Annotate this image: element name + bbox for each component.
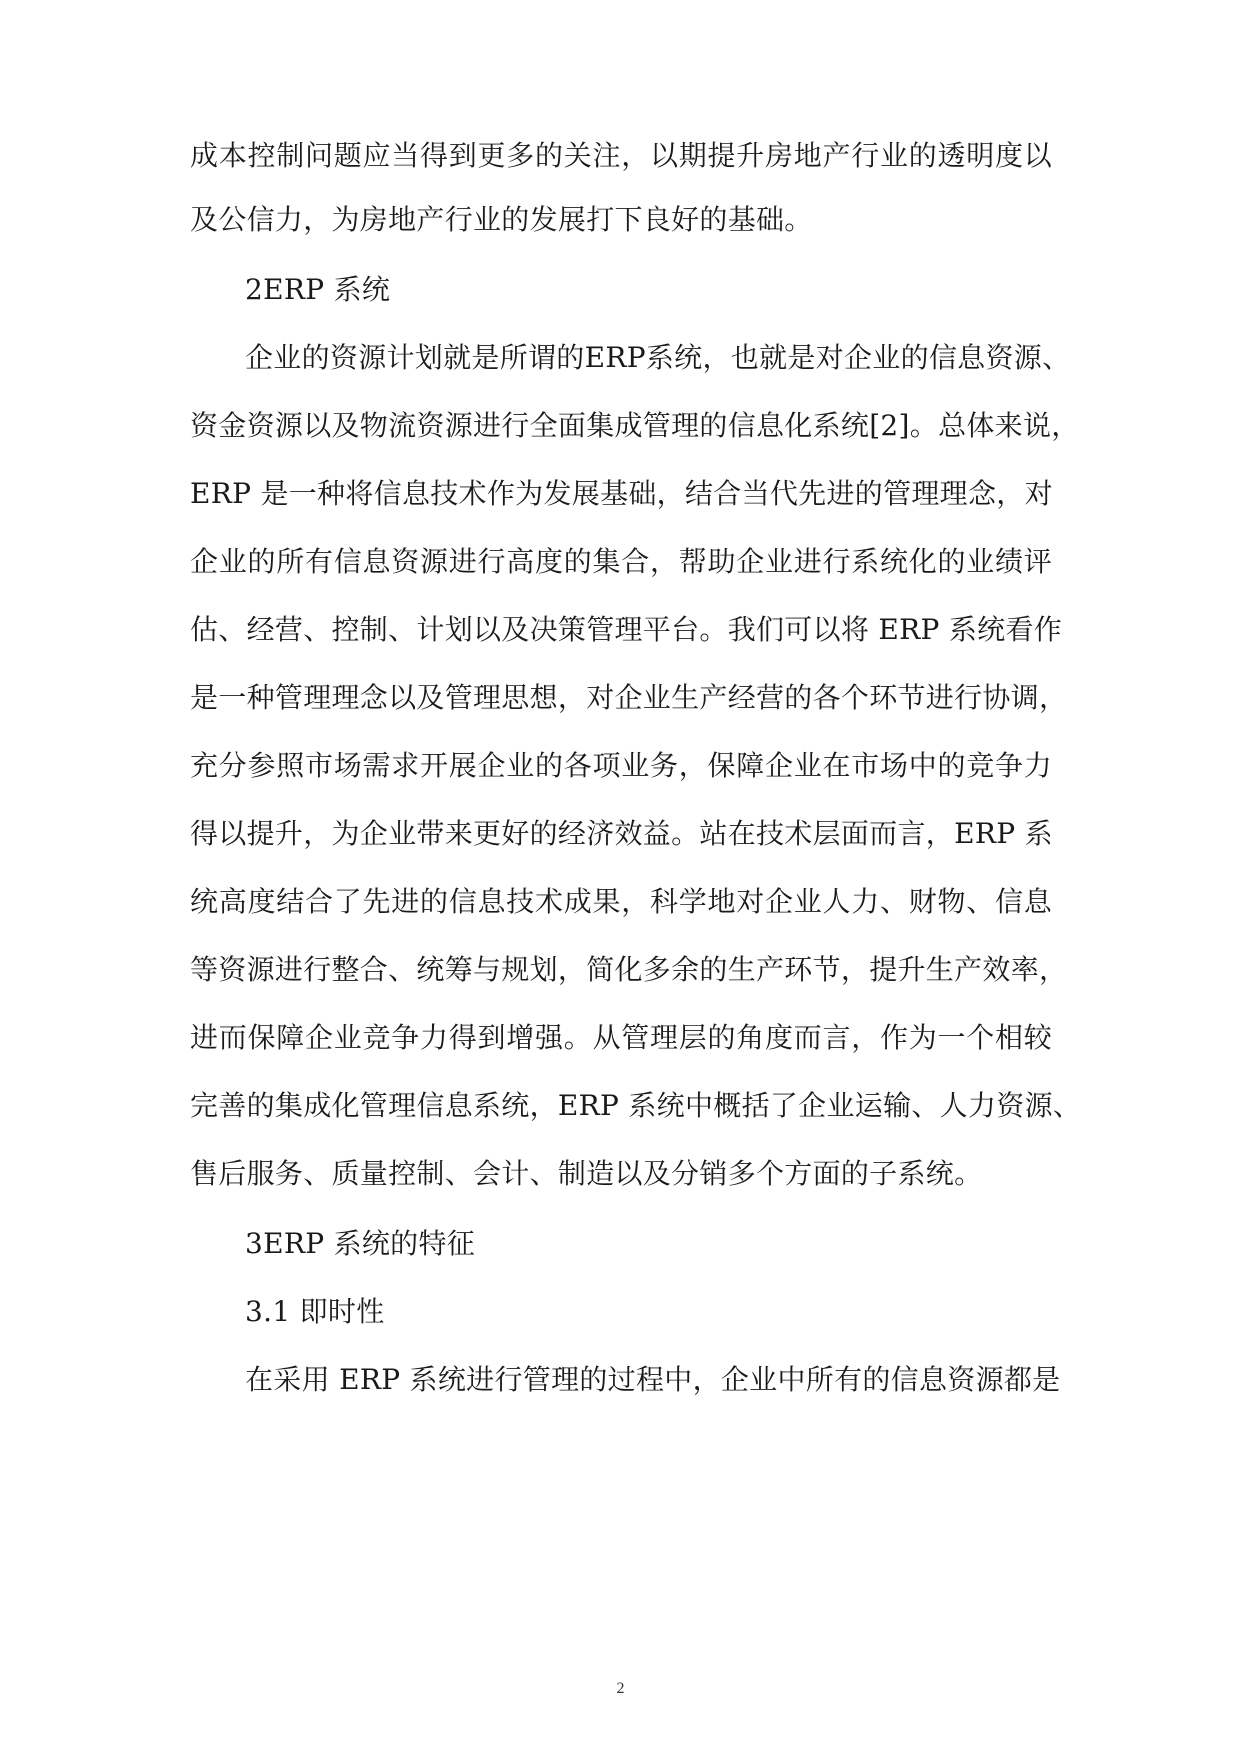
body-text-line: 售后服务、质量控制、会计、制造以及分销多个方面的子系统。	[190, 1157, 983, 1190]
section-heading: 2ERP 系统	[245, 273, 391, 306]
section-heading: 3ERP 系统的特征	[245, 1227, 476, 1260]
body-text-line: 统高度结合了先进的信息技术成果，科学地对企业人力、财物、信息	[190, 885, 1052, 918]
subsection-heading: 3.1 即时性	[245, 1295, 385, 1328]
body-text-line: 估、经营、控制、计划以及决策管理平台。我们可以将 ERP 系统看作	[190, 613, 1063, 646]
body-text-line: 资金资源以及物流资源进行全面集成管理的信息化系统[2]。总体来说，	[190, 409, 1080, 442]
body-text-line: 完善的集成化管理信息系统，ERP 系统中概括了企业运输、人力资源、	[190, 1089, 1082, 1122]
body-text-line: 等资源进行整合、统筹与规划，简化多余的生产环节，提升生产效率，	[190, 953, 1068, 986]
body-text-line: 企业的所有信息资源进行高度的集合，帮助企业进行系统化的业绩评	[190, 545, 1052, 578]
body-text-line: 在采用 ERP 系统进行管理的过程中，企业中所有的信息资源都是	[245, 1363, 1061, 1396]
body-text-line: ERP 是一种将信息技术作为发展基础，结合当代先进的管理理念，对	[190, 477, 1053, 510]
page-number: 2	[616, 1680, 625, 1697]
body-text-line: 及公信力，为房地产行业的发展打下良好的基础。	[190, 203, 813, 236]
body-text-line: 进而保障企业竞争力得到增强。从管理层的角度而言，作为一个相较	[190, 1021, 1052, 1054]
body-text-line: 企业的资源计划就是所谓的ERP系统，也就是对企业的信息资源、	[245, 341, 1071, 374]
body-text-line: 是一种管理理念以及管理思想，对企业生产经营的各个环节进行协调，	[190, 681, 1068, 714]
body-text-line: 充分参照市场需求开展企业的各项业务，保障企业在市场中的竞争力	[190, 749, 1052, 782]
body-text-line: 成本控制问题应当得到更多的关注，以期提升房地产行业的透明度以	[190, 139, 1052, 172]
body-text-line: 得以提升，为企业带来更好的经济效益。站在技术层面而言，ERP 系	[190, 817, 1053, 850]
